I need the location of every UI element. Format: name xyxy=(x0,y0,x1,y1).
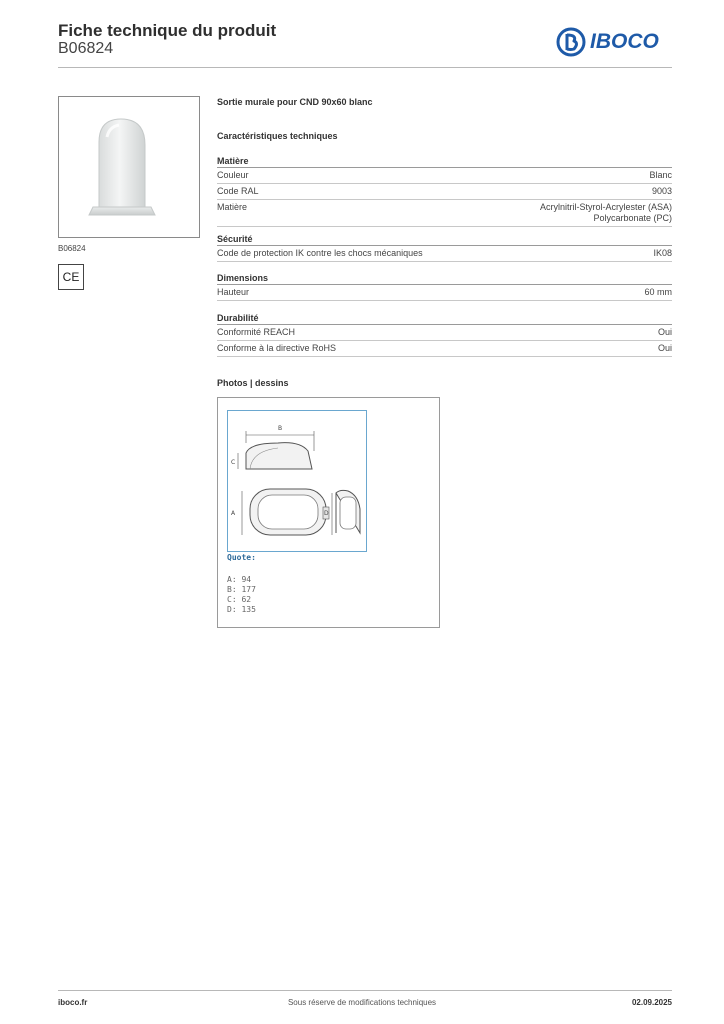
dim-label-a: A xyxy=(231,510,236,517)
row-label: Hauteur xyxy=(217,287,250,297)
section-title: Sécurité xyxy=(217,233,672,246)
row-value: Oui xyxy=(657,327,672,337)
section-title: Matière xyxy=(217,155,672,168)
logo-text: IBOCO xyxy=(590,30,659,53)
iboco-logo xyxy=(556,27,659,57)
table-row xyxy=(217,285,672,301)
footer-date: 02.09.2025 xyxy=(631,998,672,1007)
header-divider xyxy=(58,67,672,68)
ce-mark: CE xyxy=(58,264,84,290)
table-row xyxy=(217,168,672,184)
row-label: Code de protection IK contre les chocs mécaniques xyxy=(217,248,423,258)
row-value xyxy=(540,202,672,224)
section-durabilite xyxy=(217,312,672,357)
product-description: Sortie murale pour CND 90x60 blanc xyxy=(217,97,373,107)
row-value: IK08 xyxy=(653,248,672,258)
dimension-drawing xyxy=(228,411,366,551)
section-title: Durabilité xyxy=(217,312,672,325)
characteristics-title: Caractéristiques techniques xyxy=(217,131,338,141)
section-securite xyxy=(217,233,672,262)
product-image xyxy=(58,96,200,238)
dim-label-b: B xyxy=(278,425,283,432)
quote-item: C: 62 xyxy=(227,595,252,604)
dim-label-c: C xyxy=(231,459,236,466)
row-value: Oui xyxy=(657,343,672,353)
quote-list xyxy=(227,575,256,615)
photos-title: Photos | dessins xyxy=(217,378,289,388)
table-row xyxy=(217,341,672,357)
table-row xyxy=(217,200,672,227)
product-code: B06824 xyxy=(58,40,114,57)
quote-label: Quote: xyxy=(227,553,256,562)
footer-site-link[interactable]: iboco.fr xyxy=(58,998,88,1007)
iboco-logo-icon xyxy=(556,27,586,57)
quote-item: A: 94 xyxy=(227,575,252,584)
row-label: Conforme à la directive RoHS xyxy=(217,343,337,353)
row-label: Conformité REACH xyxy=(217,327,296,337)
section-title: Dimensions xyxy=(217,272,672,285)
footer-divider xyxy=(58,990,672,991)
product-photo xyxy=(59,97,199,237)
technical-drawing xyxy=(227,410,367,552)
page-title: Fiche technique du produit xyxy=(58,21,277,40)
row-label: Matière xyxy=(217,202,248,212)
dim-label-d: D xyxy=(324,510,329,517)
row-value: Blanc xyxy=(649,170,672,180)
quote-item: D: 135 xyxy=(227,605,256,614)
row-value-line: Polycarbonate (PC) xyxy=(593,213,672,223)
row-label: Code RAL xyxy=(217,186,259,196)
row-value: 9003 xyxy=(651,186,672,196)
table-row xyxy=(217,325,672,341)
image-caption: B06824 xyxy=(58,244,86,253)
table-row xyxy=(217,246,672,262)
section-matiere xyxy=(217,155,672,227)
row-label: Couleur xyxy=(217,170,249,180)
row-value: 60 mm xyxy=(644,287,672,297)
row-value-line: Acrylnitril-Styrol-Acrylester (ASA) xyxy=(539,202,672,212)
quote-item: B: 177 xyxy=(227,585,256,594)
footer-notice: Sous réserve de modifications techniques xyxy=(287,998,437,1007)
section-dimensions xyxy=(217,272,672,301)
table-row xyxy=(217,184,672,200)
